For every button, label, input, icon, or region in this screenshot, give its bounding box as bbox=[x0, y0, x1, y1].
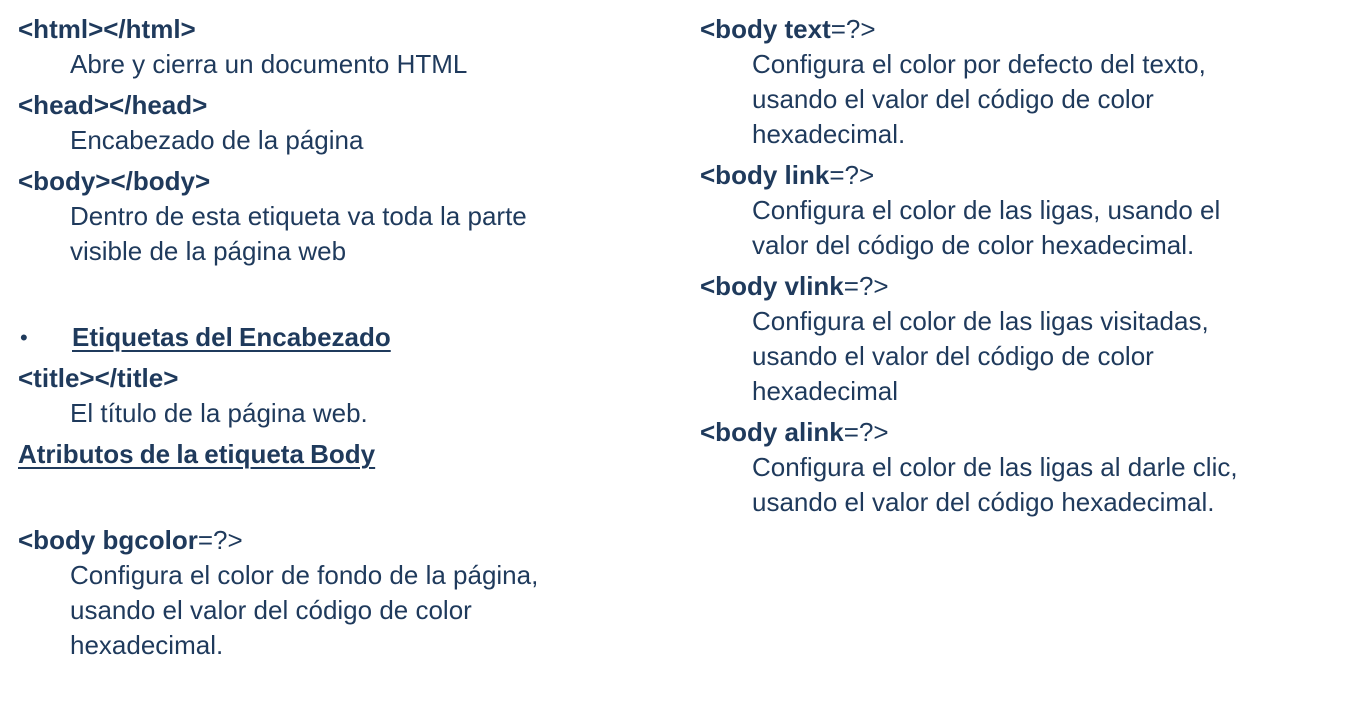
tag-name: <body link bbox=[700, 160, 830, 190]
tag-block bbox=[700, 269, 1340, 409]
tag-description-line: Abre y cierra un documento HTML bbox=[70, 49, 468, 79]
tag-suffix: =?> bbox=[843, 417, 889, 447]
spacer bbox=[18, 472, 683, 517]
tag-description-line: El título de la página web. bbox=[70, 398, 368, 428]
tag-description-line: valor del código de color hexadecimal. bbox=[752, 230, 1195, 260]
tag-description-line: usando el valor del código de color bbox=[752, 341, 1154, 371]
tag-description-line: usando el valor del código de color bbox=[752, 84, 1154, 114]
tag-block bbox=[18, 12, 683, 82]
section-heading: Atributos de la etiqueta Body bbox=[18, 439, 376, 469]
tag-description-line: Configura el color de las ligas visitadas, bbox=[752, 306, 1209, 336]
tag-description-line: usando el valor del código hexadecimal. bbox=[752, 487, 1215, 517]
spacer bbox=[18, 269, 683, 314]
tag-description-line: Configura el color de fondo de la página, bbox=[70, 560, 539, 590]
tag-description-line: Dentro de esta etiqueta va toda la parte bbox=[70, 201, 527, 231]
tag-name: <title></title> bbox=[18, 363, 179, 393]
tag-description-line: Configura el color de las ligas al darle clic, bbox=[752, 452, 1238, 482]
tag-header bbox=[18, 12, 683, 47]
tag-name: <html></html> bbox=[18, 14, 196, 44]
tag-name: <body bgcolor bbox=[18, 525, 198, 555]
tag-suffix: =?> bbox=[830, 14, 876, 44]
heading-block bbox=[18, 437, 683, 472]
bullet-icon: • bbox=[20, 325, 28, 350]
tag-description-line: visible de la página web bbox=[70, 236, 347, 266]
tag-header bbox=[700, 158, 1340, 193]
tag-description-line: Configura el color de las ligas, usando el bbox=[752, 195, 1221, 225]
tag-block bbox=[700, 12, 1340, 152]
tag-suffix: =?> bbox=[829, 160, 875, 190]
tag-suffix: =?> bbox=[197, 525, 243, 555]
tag-description-line: hexadecimal bbox=[752, 376, 898, 406]
tag-header bbox=[18, 88, 683, 123]
tag-description-line: hexadecimal. bbox=[752, 119, 906, 149]
tag-block bbox=[700, 415, 1340, 520]
bullet-heading-block bbox=[18, 320, 683, 355]
tag-header bbox=[700, 12, 1340, 47]
tag-header bbox=[18, 523, 683, 558]
tag-name: <body text bbox=[700, 14, 831, 44]
section-heading: Etiquetas del Encabezado bbox=[72, 322, 391, 352]
tag-block bbox=[18, 88, 683, 158]
right-column bbox=[700, 12, 1340, 520]
tag-header bbox=[700, 415, 1340, 450]
tag-header bbox=[700, 269, 1340, 304]
tag-name: <body alink bbox=[700, 417, 844, 447]
tag-name: <body vlink bbox=[700, 271, 844, 301]
tag-description-line: hexadecimal. bbox=[70, 630, 224, 660]
tag-name: <body></body> bbox=[18, 166, 211, 196]
tag-header bbox=[18, 164, 683, 199]
tag-description-line: Configura el color por defecto del texto, bbox=[752, 49, 1206, 79]
left-column bbox=[18, 12, 683, 663]
tag-header bbox=[18, 361, 683, 396]
tag-description-line: usando el valor del código de color bbox=[70, 595, 472, 625]
tag-description-line: Encabezado de la página bbox=[70, 125, 364, 155]
tag-block bbox=[18, 523, 683, 663]
tag-suffix: =?> bbox=[843, 271, 889, 301]
tag-block bbox=[18, 164, 683, 269]
tag-block bbox=[18, 361, 683, 431]
tag-block bbox=[700, 158, 1340, 263]
tag-name: <head></head> bbox=[18, 90, 208, 120]
